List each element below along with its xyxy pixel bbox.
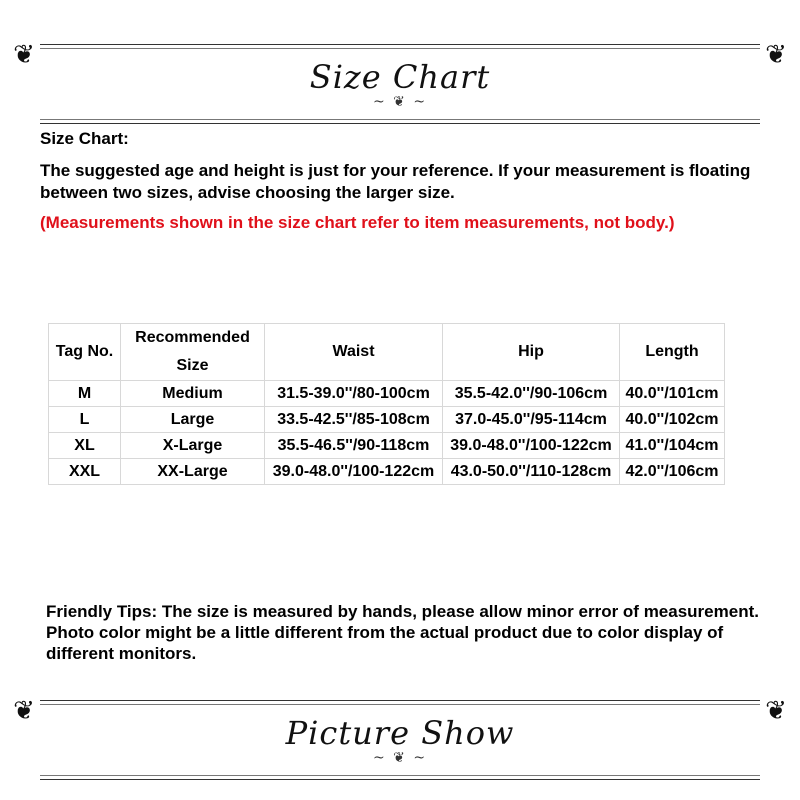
banner-border xyxy=(40,48,760,49)
banner-border xyxy=(40,700,760,701)
table-row xyxy=(49,459,725,485)
column-header: Length xyxy=(620,324,725,381)
floral-ornament-icon: ❦ xyxy=(765,40,787,70)
banner-title: Size Chart xyxy=(309,58,491,96)
column-header: Recommended Size xyxy=(121,324,265,381)
table-header-row xyxy=(49,324,725,381)
table-cell: 39.0-48.0''/100-122cm xyxy=(443,433,620,459)
size-table xyxy=(48,323,725,485)
banner-border xyxy=(40,704,760,705)
picture-show-banner xyxy=(0,696,800,780)
table-cell: 42.0''/106cm xyxy=(620,459,725,485)
table-cell: 37.0-45.0''/95-114cm xyxy=(443,407,620,433)
friendly-tips: Friendly Tips: The size is measured by hands, please allow minor error of measurement. Photo color might be a little different from the actual product due to color display of different monitors. xyxy=(46,602,759,663)
column-header: Hip xyxy=(443,324,620,381)
table-cell: 39.0-48.0''/100-122cm xyxy=(265,459,443,485)
table-cell: 40.0''/102cm xyxy=(620,407,725,433)
table-cell: 33.5-42.5''/85-108cm xyxy=(265,407,443,433)
table-cell: Medium xyxy=(121,381,265,407)
table-cell: X-Large xyxy=(121,433,265,459)
floral-ornament-icon: ❦ xyxy=(765,696,787,726)
table-cell: XX-Large xyxy=(121,459,265,485)
table-cell: 40.0''/101cm xyxy=(620,381,725,407)
measurement-note: (Measurements shown in the size chart refer to item measurements, not body.) xyxy=(40,213,675,232)
table-cell: XL xyxy=(49,433,121,459)
intro-text: The suggested age and height is just for your reference. If your measurement is floating between two sizes, advise choosing the larger size. xyxy=(40,161,751,202)
banner-border xyxy=(40,123,760,124)
table-cell: L xyxy=(49,407,121,433)
table-cell: 35.5-42.0''/90-106cm xyxy=(443,381,620,407)
section-heading: Size Chart: xyxy=(40,129,129,148)
floral-ornament-icon: ❦ xyxy=(13,696,35,726)
banner-title: Picture Show xyxy=(285,714,515,752)
banner-border xyxy=(40,779,760,780)
floral-ornament-icon: ❦ xyxy=(13,40,35,70)
table-row xyxy=(49,433,725,459)
column-header: Tag No. xyxy=(49,324,121,381)
table-cell: Large xyxy=(121,407,265,433)
table-row xyxy=(49,381,725,407)
banner-border xyxy=(40,119,760,120)
table-cell: 31.5-39.0''/80-100cm xyxy=(265,381,443,407)
table-cell: 35.5-46.5''/90-118cm xyxy=(265,433,443,459)
swirl-ornament-icon: ~ ❦ ~ xyxy=(372,94,428,110)
table-cell: 41.0''/104cm xyxy=(620,433,725,459)
table-row xyxy=(49,407,725,433)
table-cell: 43.0-50.0''/110-128cm xyxy=(443,459,620,485)
column-header: Waist xyxy=(265,324,443,381)
banner-border xyxy=(40,44,760,45)
swirl-ornament-icon: ~ ❦ ~ xyxy=(372,750,428,766)
table-cell: XXL xyxy=(49,459,121,485)
table-cell: M xyxy=(49,381,121,407)
banner-border xyxy=(40,775,760,776)
size-chart-banner xyxy=(0,40,800,124)
